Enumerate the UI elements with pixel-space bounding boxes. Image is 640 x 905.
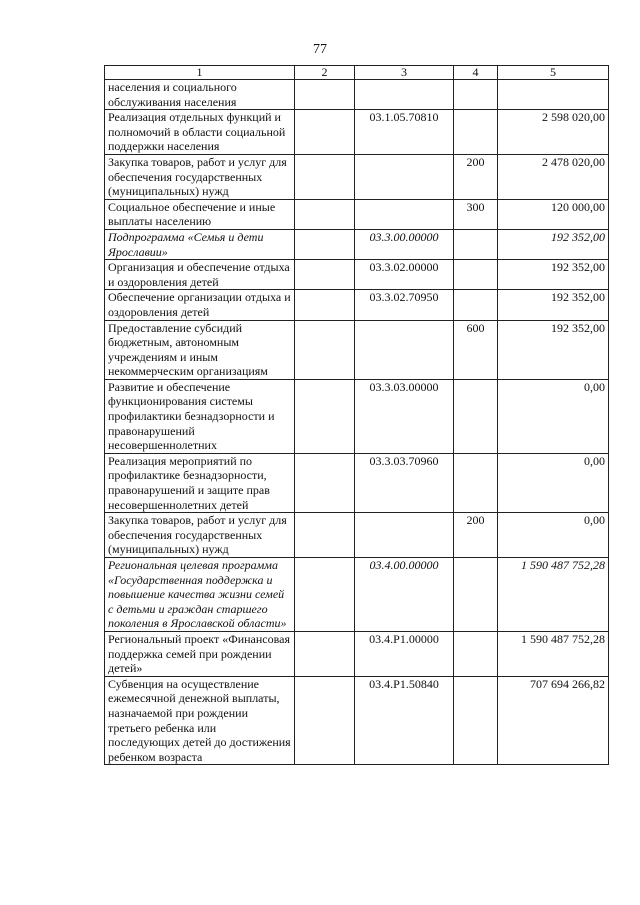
row-expense-type-cell [454,631,498,676]
row-amount-cell: 1 590 487 752,28 [498,631,609,676]
row-expense-type-cell: 200 [454,513,498,558]
row-col2-cell [295,558,355,632]
row-code-cell: 03.3.02.70950 [355,290,454,320]
row-code-cell: 03.4.P1.50840 [355,676,454,765]
row-name-cell: Социальное обеспечение и иные выплаты населению [105,199,295,229]
row-col2-cell [295,229,355,259]
table-row [105,154,609,199]
row-code-cell [355,80,454,110]
table-row [105,199,609,229]
row-col2-cell [295,320,355,379]
row-expense-type-cell [454,290,498,320]
row-name-cell: Закупка товаров, работ и услуг для обеспечения государственных (муниципальных) нужд [105,513,295,558]
row-amount-cell: 0,00 [498,513,609,558]
table-row [105,676,609,765]
row-amount-cell: 1 590 487 752,28 [498,558,609,632]
table-row [105,320,609,379]
row-amount-cell: 192 352,00 [498,229,609,259]
header-col-5: 5 [498,66,609,80]
row-col2-cell [295,631,355,676]
row-expense-type-cell: 600 [454,320,498,379]
page-number: 77 [313,42,327,57]
row-name-cell: Организация и обеспечение отдыха и оздоровления детей [105,260,295,290]
row-name-cell: Обеспечение организации отдыха и оздоровления детей [105,290,295,320]
row-name-cell: Закупка товаров, работ и услуг для обеспечения государственных (муниципальных) нужд [105,154,295,199]
table-row [105,110,609,155]
row-expense-type-cell: 200 [454,154,498,199]
table-row [105,80,609,110]
row-code-cell [355,320,454,379]
row-amount-cell [498,80,609,110]
row-col2-cell [295,260,355,290]
header-col-3: 3 [355,66,454,80]
row-expense-type-cell [454,80,498,110]
row-col2-cell [295,676,355,765]
table-row [105,229,609,259]
row-col2-cell [295,453,355,512]
row-name-cell: Региональный проект «Финансовая поддержка семей при рождении детей» [105,631,295,676]
header-row [105,66,609,80]
row-expense-type-cell [454,260,498,290]
row-col2-cell [295,199,355,229]
row-code-cell: 03.1.05.70810 [355,110,454,155]
row-code-cell: 03.3.02.00000 [355,260,454,290]
table-header [105,66,609,80]
row-expense-type-cell [454,453,498,512]
table-row [105,513,609,558]
table-row [105,631,609,676]
header-col-2: 2 [295,66,355,80]
row-amount-cell: 2 478 020,00 [498,154,609,199]
row-code-cell: 03.4.P1.00000 [355,631,454,676]
row-expense-type-cell: 300 [454,199,498,229]
row-amount-cell: 192 352,00 [498,320,609,379]
row-name-cell: Региональная целевая программа «Государственная поддержка и повышение качества жизни семей с детьми и граждан старшего поколения в Ярославской области» [105,558,295,632]
row-col2-cell [295,513,355,558]
row-code-cell [355,154,454,199]
row-amount-cell: 192 352,00 [498,260,609,290]
row-expense-type-cell [454,676,498,765]
row-name-cell: населения и социального обслуживания населения [105,80,295,110]
row-amount-cell: 0,00 [498,453,609,512]
row-col2-cell [295,154,355,199]
table-row [105,558,609,632]
table-row [105,379,609,453]
header-col-4: 4 [454,66,498,80]
row-amount-cell: 120 000,00 [498,199,609,229]
row-amount-cell: 707 694 266,82 [498,676,609,765]
row-expense-type-cell [454,379,498,453]
row-expense-type-cell [454,558,498,632]
table-row [105,260,609,290]
budget-table [104,65,609,765]
row-name-cell: Развитие и обеспечение функционирования системы профилактики безнадзорности и правонарушений несовершеннолетних [105,379,295,453]
table-row [105,290,609,320]
row-name-cell: Подпрограмма «Семья и дети Ярославии» [105,229,295,259]
row-code-cell [355,199,454,229]
table-body [105,80,609,765]
row-code-cell: 03.3.03.70960 [355,453,454,512]
row-name-cell: Субвенция на осуществление ежемесячной денежной выплаты, назначаемой при рождении третьего ребенка или последующих детей до достижения ребенком возраста [105,676,295,765]
row-code-cell: 03.3.03.00000 [355,379,454,453]
row-expense-type-cell [454,229,498,259]
row-code-cell: 03.3.00.00000 [355,229,454,259]
row-code-cell [355,513,454,558]
row-amount-cell: 0,00 [498,379,609,453]
table-row [105,453,609,512]
row-expense-type-cell [454,110,498,155]
row-name-cell: Предоставление субсидий бюджетным, автономным учреждениям и иным некоммерческим организациям [105,320,295,379]
row-col2-cell [295,290,355,320]
row-col2-cell [295,379,355,453]
header-col-1: 1 [105,66,295,80]
row-col2-cell [295,110,355,155]
row-name-cell: Реализация мероприятий по профилактике безнадзорности, правонарушений и защите прав несовершеннолетних детей [105,453,295,512]
row-amount-cell: 192 352,00 [498,290,609,320]
row-amount-cell: 2 598 020,00 [498,110,609,155]
row-name-cell: Реализация отдельных функций и полномочий в области социальной поддержки населения [105,110,295,155]
row-code-cell: 03.4.00.00000 [355,558,454,632]
row-col2-cell [295,80,355,110]
